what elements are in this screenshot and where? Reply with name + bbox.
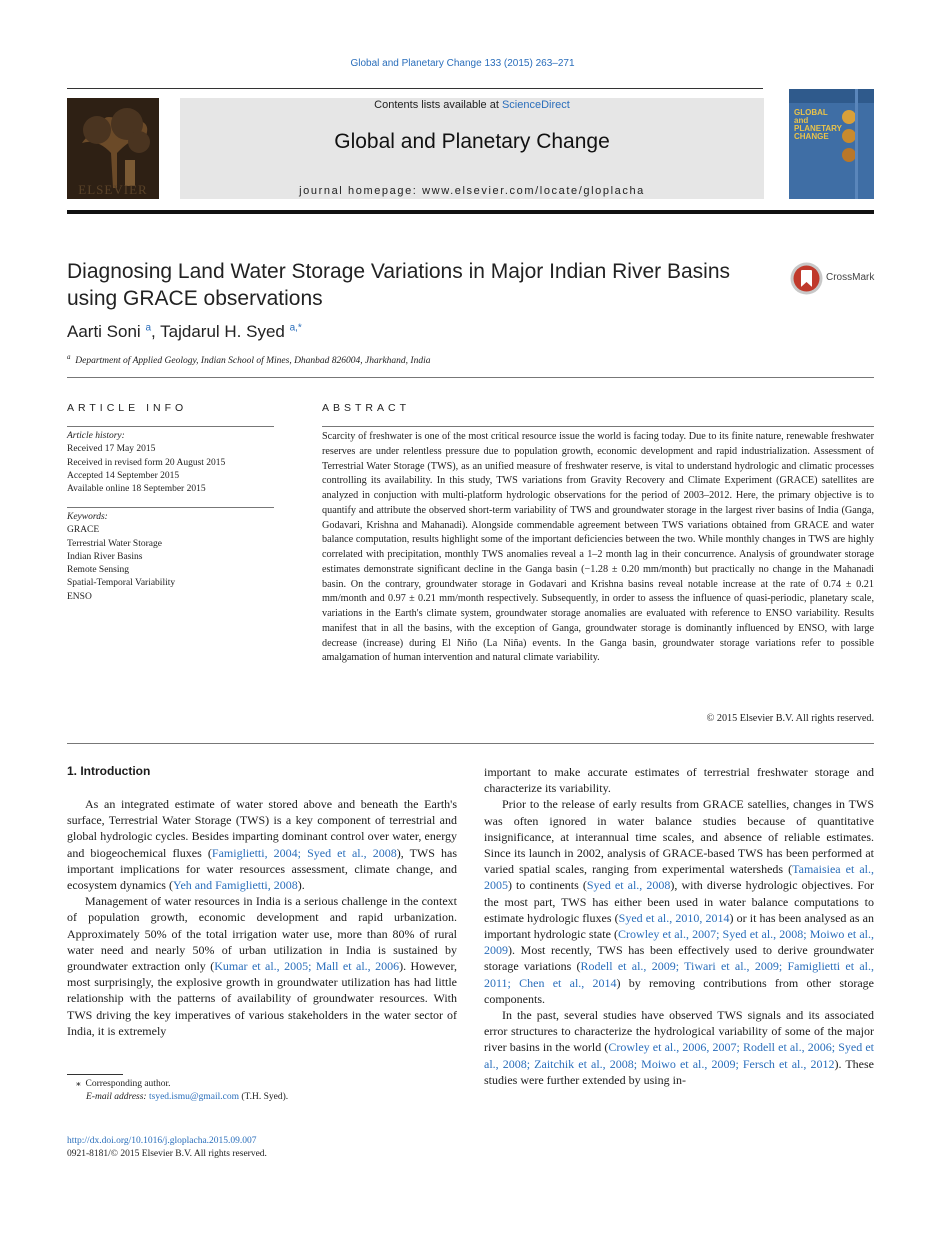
abstract-divider [67, 743, 874, 744]
citation-link[interactable]: Syed et al., 2010, 2014 [618, 910, 730, 925]
journal-cover [789, 89, 874, 199]
citation-link[interactable]: Yeh and Famiglietti, 2008 [172, 878, 298, 893]
history-accepted: Accepted 14 September 2015 [67, 470, 180, 481]
history-revised: Received in revised form 20 August 2015 [67, 457, 226, 468]
text-run: In the past, several studies have observed TWS signals and its associated error structures to characterize the hydrological variability of some of the major river basins in the world ( [484, 1008, 874, 1055]
footnote-star: ⁎ [76, 1079, 81, 1089]
text-run: ), TWS has important implications for water resources assessment, climate change, and ecosystem dynamics ( [67, 845, 457, 893]
author-affil-mark[interactable]: a,* [289, 322, 302, 334]
contents-line [180, 98, 764, 111]
citation-link[interactable]: Tamaisiea et al., 2005 [484, 862, 874, 893]
affiliation-text: Department of Applied Geology, Indian School of Mines, Dhanbad 826004, Jharkhand, India [75, 356, 431, 367]
text-run: ) to continents ( [508, 878, 587, 893]
keyword: Terrestrial Water Storage [67, 538, 162, 549]
affiliation [67, 353, 431, 366]
history-received: Received 17 May 2015 [67, 444, 156, 455]
elsevier-wordmark: ELSEVIER [78, 182, 148, 197]
keyword: Indian River Basins [67, 551, 143, 562]
article-title [67, 258, 767, 312]
keyword: Remote Sensing [67, 565, 130, 576]
author-syed: , Tajdarul H. Syed [151, 322, 290, 341]
affiliation-mark: a [67, 353, 71, 361]
elsevier-logo [67, 98, 159, 199]
header-thick-rule [67, 210, 874, 214]
text-run: Management of water resources in India is a serious challenge in the context of population growth, economic development and rapid urbanization. Approximately 50% of the total irrigation water use, more than 80% of rural water need and nearly 50% of urban utilization in India is sustained by groundwater extraction only ( [67, 894, 457, 974]
text-run: As an integrated estimate of water stored above and beneath the Earth's surface, Terrestrial Water Storage (TWS) is a key component of terrestrial and global hydrologic cycles. Besides imparting dominant control over water, energy and biogeochemical fluxes ( [67, 797, 457, 860]
text-run: ), with diverse hydrologic objectives. For the most part, TWS has either been used in water balance computations to estimate hydrologic fluxes ( [484, 878, 875, 925]
intro-paragraph-2 [67, 893, 457, 1039]
authors [67, 322, 302, 342]
keywords-rule [67, 507, 274, 508]
journal-title: Global and Planetary Change [334, 130, 610, 153]
article-info-rule [67, 426, 274, 427]
text-run: ) by removing contributions from other storage components. [484, 975, 874, 1006]
citation-link[interactable]: Crowley et al., 2007; Syed et al., 2008; Moiwo et al., 2009 [484, 927, 875, 958]
history-label: Article history: [67, 431, 125, 441]
intro-paragraph-continued: important to make accurate estimates of terrestrial freshwater storage and characterize its variability. [484, 765, 874, 796]
author-affil-mark[interactable]: a [145, 322, 151, 334]
footnote-rule [67, 1074, 123, 1075]
text-run: ). Most recently, TWS has been effectively used to derive groundwater storage variations ( [484, 943, 874, 974]
citation-link[interactable]: Famiglietti, 2004; Syed et al., 2008 [211, 845, 397, 860]
keyword: ENSO [67, 591, 92, 602]
email-label: E-mail address: [86, 1092, 149, 1102]
footnote-email [76, 1091, 456, 1104]
abstract-text: Scarcity of freshwater is one of the most critical resource issue the world is facing today. Due to its finite nature, renewable freshwater reserves are under relentless pressure due to population growth, economic development and rapid industrialization. Assessment of Terrestrial Water Storage (TWS), as an unified measure of freshwater reserve, is vital to understand hydrologic and climatic processes controlling its availability. In this study, TWS variations from Gravity Recovery and Climate Experiment (GRACE) satellites are analyzed in conjuction with multi-platform hydrologic observations for the period of 2003–2012. Here, the primary objective is to quantify and attribute the observed short-term variability of TWS and groundwater storage in the largest river basins of India (Ganga, Godavari, Krishna and Mahanadi). Alongside commendable agreement between TWS variations obtained from GRACE and water balance computation, results highlight some of the important deficiencies between the two. While monthly changes in TWS are highly correlated with precipitation, monthly TWS anomalies reveal a 1–2 month lag in their concurrence. Analysis of groundwater storage estimates demonstrate significant decline in the Ganga basin (−1.28 ± 0.20 mm/month) but practically no change in the Mahanadi basin. On the contrary, groundwater storage in Godavari and Krishna basins reveal notable increase at the rate of 0.74 ± 0.21 mm/month and 0.97 ± 0.21 mm/month respectively. Subsequently, in order to assess the influence of quasi-periodic, planetary scale, variations in the Earth's climate system, groundwater storage anomalies are evaluated with reference to ENSO variability. Results manifest that in all the basins, with the exception of Ganga, groundwater storage is dominantly influenced by ENSO, with large decrease (increase) during El Niño (La Niña) events. In the Ganga basin, groundwater storage variations refer to possible amalgamation of human intervention and natural climate variability. [322, 431, 874, 664]
article-history [67, 430, 274, 496]
cover-stripe [855, 89, 858, 199]
intro-paragraph-3 [484, 796, 874, 1007]
citation-link[interactable]: Rodell et al., 2009; Tiwari et al., 2009; Famiglietti et al., 2011; Chen et al., 2014 [484, 959, 875, 990]
text-run: ). These studies were further extended by using in- [484, 1056, 874, 1087]
section-heading-introduction: 1. Introduction [67, 764, 151, 778]
right-column [484, 764, 874, 1088]
abstract-heading: ABSTRACT [322, 402, 411, 414]
abstract-rule [322, 426, 874, 427]
keyword: Spatial-Temporal Variability [67, 578, 176, 589]
journal-citation[interactable]: Global and Planetary Change 133 (2015) 263–271 [350, 58, 575, 69]
journal-masthead [180, 98, 764, 199]
text-run: ) or it has been analysed as an important hydrologic state ( [484, 910, 874, 942]
footnote-text: Corresponding author. [85, 1079, 171, 1089]
page-footer [67, 1135, 267, 1161]
journal-homepage[interactable]: journal homepage: www.elsevier.com/locate/gloplacha [299, 185, 645, 197]
citation-link[interactable]: Kumar et al., 2005; Mall et al., 2006 [214, 959, 400, 974]
abstract-copyright: © 2015 Elsevier B.V. All rights reserved. [706, 713, 874, 724]
crossmark-icon[interactable] [790, 262, 823, 295]
citation-link[interactable]: Syed et al., 2008 [586, 878, 671, 893]
article-info-heading: ARTICLE INFO [67, 402, 188, 414]
footnote-corresponding [76, 1078, 456, 1091]
history-online: Available online 18 September 2015 [67, 484, 206, 495]
citation-link[interactable]: Crowley et al., 2006, 2007; Rodell et al., 2006; Syed et al., 2008; Zaitchik et al., 2008; Moiwo et al., 2009; Fersch et al., 2012 [484, 1040, 874, 1071]
intro-paragraph-4 [484, 1007, 874, 1088]
author-soni: Aarti Soni [67, 322, 146, 341]
title-line-2: using GRACE observations [67, 287, 323, 310]
email-link[interactable]: tsyed.ismu@gmail.com [148, 1092, 240, 1102]
footnote [76, 1078, 456, 1104]
sciencedirect-link[interactable]: ScienceDirect [501, 99, 570, 111]
text-run: Prior to the release of early results from GRACE satellies, changes in TWS was often ignored in water balance studies because of quantitative insignificance, at interannual time scales, and absence of reliable estimates. Since its launch in 2002, analysis of GRACE-based TWS has been performed at varied spatial scales, ranging from experimental watersheds ( [484, 797, 874, 877]
header-rule [67, 88, 763, 89]
text-run: ). [297, 878, 305, 893]
title-divider [67, 377, 874, 378]
keywords-label: Keywords: [67, 512, 108, 522]
keyword: GRACE [67, 525, 100, 536]
doi-link[interactable]: http://dx.doi.org/10.1016/j.gloplacha.2015.09.007 [67, 1136, 257, 1146]
contents-prefix: Contents lists available at [374, 99, 502, 111]
text-run: ). However, most surprisingly, the explosive growth in groundwater utilization has had little relationship with the patterns of availability of groundwater resources. With TWS driving the key imperatives of various stakeholders in the water sector of India, it is extremely [67, 959, 457, 1038]
intro-paragraph-1 [67, 796, 457, 893]
left-column [67, 796, 457, 1039]
keywords [67, 511, 274, 604]
issn-line: 0921-8181/© 2015 Elsevier B.V. All rights reserved. [67, 1149, 267, 1159]
email-suffix: (T.H. Syed). [239, 1092, 289, 1102]
crossmark-label[interactable]: CrossMark [826, 272, 875, 283]
title-line-1: Diagnosing Land Water Storage Variations in Major Indian River Basins [67, 260, 731, 283]
cover-band [789, 89, 874, 103]
cover-title: GLOBAL and PLANETARY CHANGE [794, 108, 842, 141]
